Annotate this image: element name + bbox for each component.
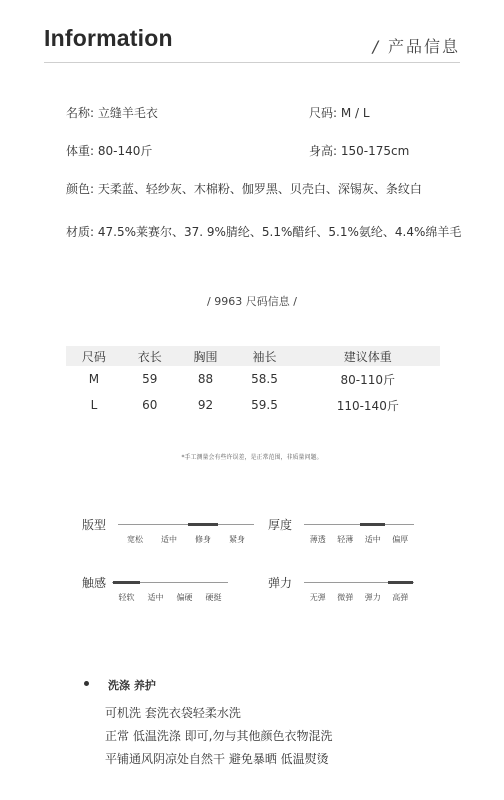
scale-option: 偏硬 <box>176 593 193 602</box>
scale-label: 弹力 <box>268 576 293 590</box>
scale-option: 无弹 <box>309 593 326 602</box>
table-cell: L <box>90 398 98 412</box>
scale-option: 偏厚 <box>392 535 409 544</box>
size-table-header: 衣长 <box>122 346 178 366</box>
scale-track <box>304 582 414 583</box>
scale-touch <box>82 574 252 604</box>
header-subtitle: 产品信息 <box>387 37 460 56</box>
size-table-header: 袖长 <box>233 346 295 366</box>
scale-option: 适中 <box>161 535 177 544</box>
scale-selected-marker <box>388 581 413 584</box>
scale-track <box>118 524 254 525</box>
scale-selected-marker <box>188 523 219 526</box>
measurement-note: *手工测量会有些许误差，是正常范围，非质量问题。 <box>181 454 323 461</box>
care-line: 平铺通风阴凉处自然干 避免暴晒 低温熨烫 <box>105 752 329 766</box>
scale-option: 轻软 <box>118 593 135 602</box>
table-cell: 92 <box>197 398 214 412</box>
scale-label: 触感 <box>82 576 107 590</box>
table-cell: 60 <box>142 398 158 412</box>
size-table-header-row <box>66 346 440 366</box>
scale-option: 适中 <box>147 593 164 602</box>
scale-label: 版型 <box>82 518 107 532</box>
header-divider <box>44 62 460 63</box>
scale-option: 修身 <box>195 535 211 544</box>
size-table <box>66 346 440 418</box>
table-cell: 58.5 <box>251 372 278 386</box>
scale-elasticity <box>268 574 438 604</box>
size-table-header: 尺码 <box>66 346 122 366</box>
scale-selected-marker <box>360 523 385 526</box>
table-row <box>66 392 440 418</box>
scale-track <box>112 582 228 583</box>
header-subtitle-group <box>373 34 460 57</box>
table-cell: 59 <box>142 372 158 386</box>
scale-fit <box>82 516 252 546</box>
care-line: 正常 低温洗涤 即可,勿与其他颜色衣物混洗 <box>105 729 333 743</box>
table-row <box>66 366 440 392</box>
scale-label: 厚度 <box>268 518 293 532</box>
table-cell: 59.5 <box>251 398 278 412</box>
scale-option: 宽松 <box>127 535 143 544</box>
scale-option: 轻薄 <box>337 535 354 544</box>
scale-thickness <box>268 516 438 546</box>
info-colors: 颜色: 天柔蓝、轻纱灰、木棉粉、伽罗黑、贝壳白、深锡灰、条纹白 <box>66 182 422 196</box>
info-height: 身高: 150-175cm <box>309 144 410 158</box>
table-cell: 110-140斤 <box>336 398 399 413</box>
header-title: Information <box>44 25 173 51</box>
size-table-header: 胸围 <box>178 346 234 366</box>
info-weight: 体重: 80-140斤 <box>66 144 153 158</box>
scale-option: 高弹 <box>392 593 409 602</box>
scale-option: 薄透 <box>309 535 326 544</box>
scale-option: 紧身 <box>229 535 245 544</box>
info-size: 尺码: M / L <box>309 106 370 120</box>
scale-option: 硬挺 <box>205 593 222 602</box>
scale-option: 微弹 <box>337 593 354 602</box>
care-line: 可机洗 套洗衣袋轻柔水洗 <box>105 706 241 720</box>
scale-option: 弹力 <box>364 593 381 602</box>
care-title-text: 洗涤 养护 <box>108 679 156 692</box>
scale-track <box>304 524 414 525</box>
info-material: 材质: 47.5%莱赛尔、37. 9%腈纶、5.1%醋纤、5.1%氨纶、4.4%绵羊毛 <box>66 225 462 239</box>
table-cell: 88 <box>197 372 214 386</box>
size-section-title: / 9963 尺码信息 / <box>207 295 297 308</box>
header-slash: / <box>372 37 378 56</box>
size-table-header: 建议体重 <box>296 346 440 366</box>
scale-option: 适中 <box>364 535 381 544</box>
care-title <box>80 677 156 693</box>
info-name: 名称: 立缝羊毛衣 <box>66 106 158 120</box>
table-cell: 80-110斤 <box>340 372 396 387</box>
scale-selected-marker <box>113 581 139 584</box>
table-cell: M <box>88 372 100 386</box>
